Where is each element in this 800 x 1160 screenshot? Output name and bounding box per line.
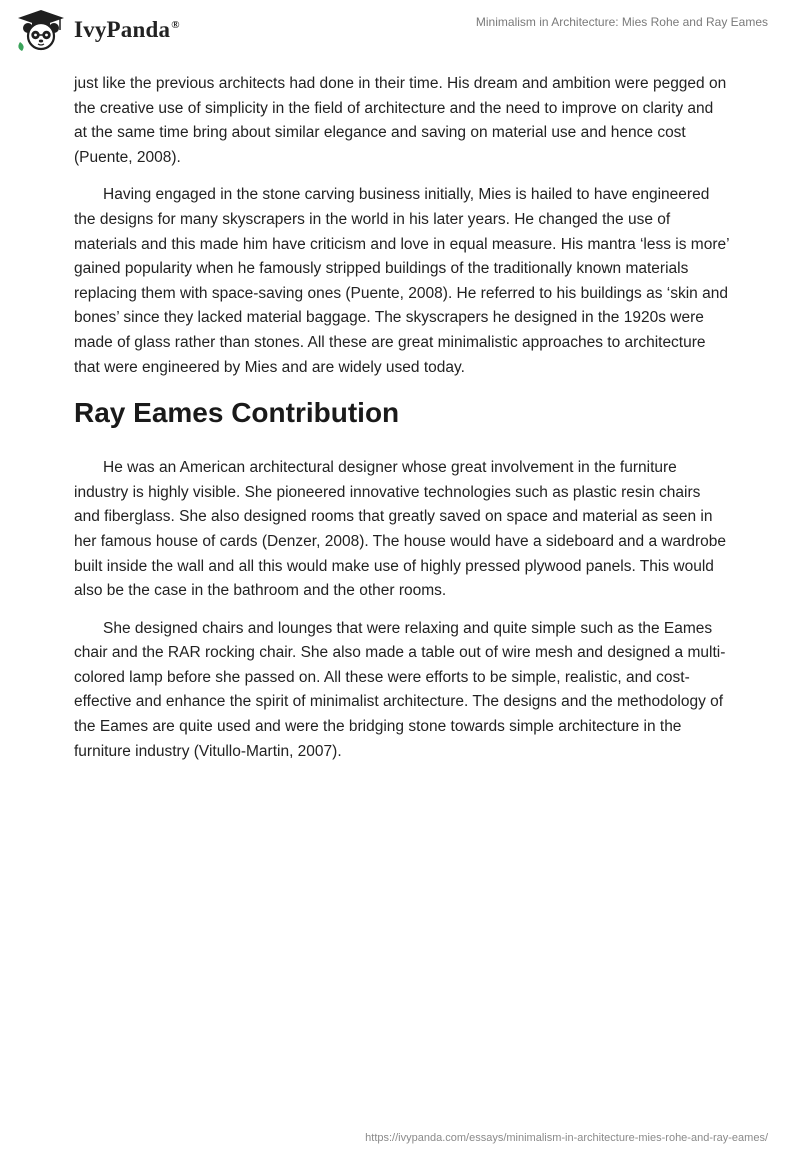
essay-body: [74, 72, 730, 777]
brand-name: IvyPanda®: [74, 17, 180, 42]
registered-mark: ®: [171, 19, 180, 32]
paragraph-4: She designed chairs and lounges that were relaxing and quite simple such as the Eames chair and the RAR rocking chair. She also made a table out of wire mesh and designed a multi-colored lamp before she passed on. All these were efforts to be simple, realistic, and cost-effective and enhance the spirit of minimalist architecture. The designs and the methodology of the Eames are quite used and were the bridging stone towards simple architecture in the furniture industry (Vitullo-Martin, 2007).: [74, 619, 726, 760]
brand-logo[interactable]: [14, 8, 180, 52]
section-heading: Ray Eames Contribution: [74, 397, 400, 429]
document-title: Minimalism in Architecture: Mies Rohe and Ray Eames: [475, 15, 768, 29]
source-url[interactable]: https://ivypanda.com/essays/minimalism-in-architecture-mies-rohe-and-ray-eames/: [365, 1132, 768, 1144]
paragraph-1: just like the previous architects had done in their time. His dream and ambition were pegged on the creative use of simplicity in the field of architecture and the need to improve on clarity and at the same time bring about similar elegance and saving on material use and hence cost (Puente, 2008).: [74, 75, 727, 166]
panda-graduate-icon: [14, 8, 68, 52]
page-header: [0, 0, 800, 70]
paragraph-2: Having engaged in the stone carving business initially, Mies is hailed to have engineered the designs for many skyscrapers in the world in his later years. He changed the use of materials and this made him have criticism and love in equal measure. His mantra ‘less is more’ gained popularity when he famously stripped buildings of the traditionally known materials replacing them with space-saving ones (Puente, 2008). He referred to his buildings as ‘skin and bones’ since they lacked material baggage. The skyscrapers he designed in the 1920s were made of glass rather than stones. All these are great minimalistic approaches to architecture that were engineered by Mies and are widely used today.: [74, 186, 729, 376]
paragraph-3: He was an American architectural designer whose great involvement in the furniture industry is highly visible. She pioneered innovative technologies such as plastic resin chairs and fiberglass. She also designed rooms that greatly saved on space and material as seen in her famous house of cards (Denzer, 2008). The house would have a sideboard and a wardrobe built inside the wall and all this would make use of highly pressed plywood panels. This would also be the case in the bathroom and the other rooms.: [74, 459, 726, 600]
